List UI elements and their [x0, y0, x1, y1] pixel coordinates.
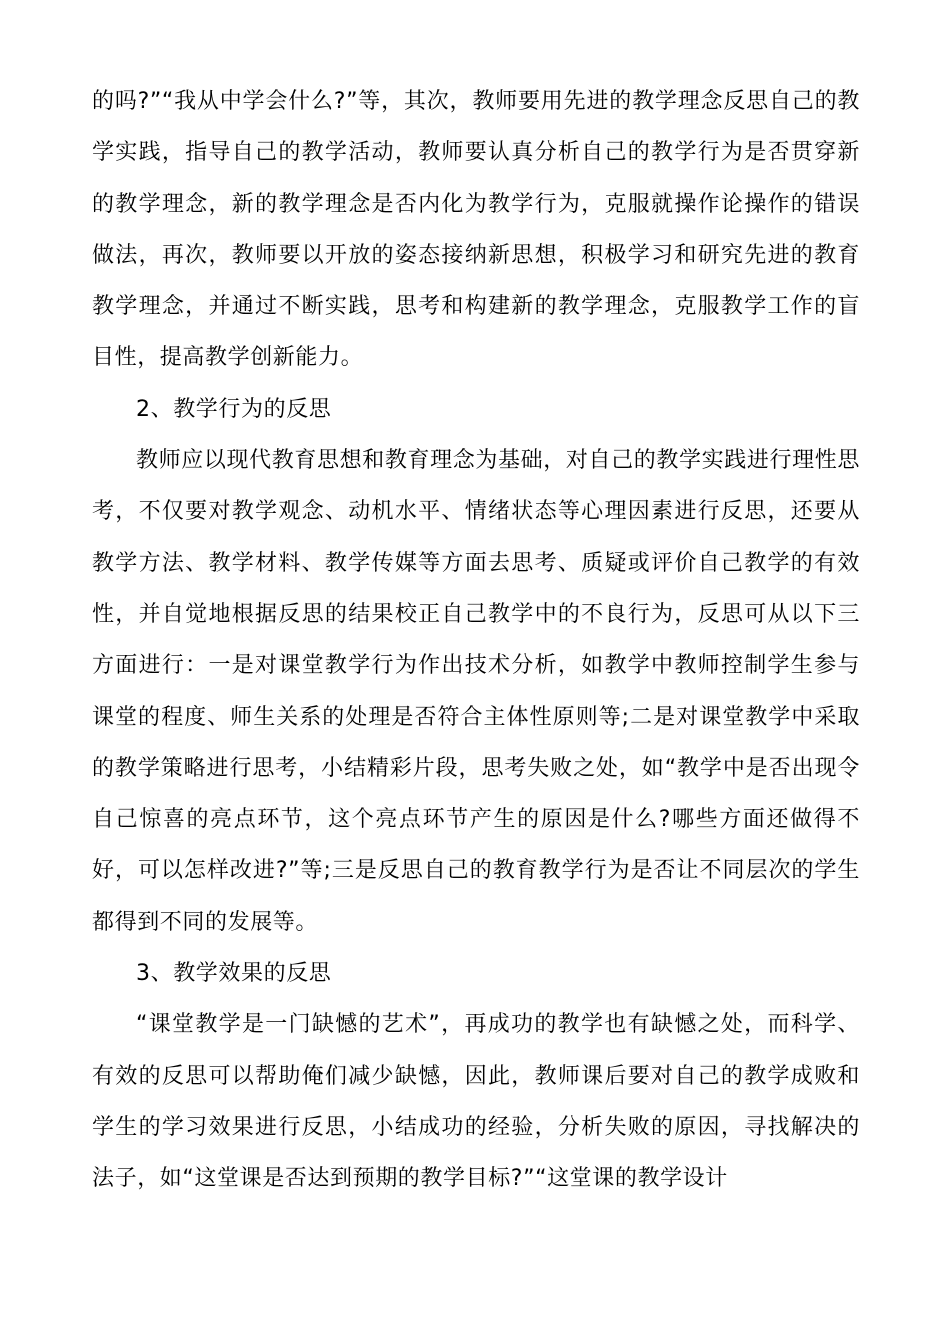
paragraph-teaching-behavior: 教师应以现代教育思想和教育理念为基础，对自己的教学实践进行理性思考，不仅要对教学观念、动机水平、情绪状态等心理因素进行反思，还要从教学方法、教学材料、教学传媒等方面去思考、质疑或评价自己教学的有效性，并自觉地根据反思的结果校正自己教学中的不良行为，反思可从以下三方面进行：一是对课堂教学行为作出技术分析，如教学中教师控制学生参与课堂的程度、师生关系的处理是否符合主体性原则等;二是对课堂教学中采取的教学策略进行思考，小结精彩片段，思考失败之处，如“教学中是否出现令自己惊喜的亮点环节，这个亮点环节产生的原因是什么?哪些方面还做得不好，可以怎样改进?”等;三是反思自己的教育教学行为是否让不同层次的学生都得到不同的发展等。 — [92, 448, 860, 935]
section-heading-teaching-behavior: 2、教学行为的反思 — [136, 396, 332, 422]
document-body — [92, 76, 860, 1205]
paragraph-continuation: 的吗?”“我从中学会什么?”等，其次，教师要用先进的教学理念反思自己的教学实践，指导自己的教学活动，教师要认真分析自己的教学行为是否贯穿新的教学理念，新的教学理念是否内化为教学行为，克服就操作论操作的错误做法，再次，教师要以开放的姿态接纳新思想，积极学习和研究先进的教育教学理念，并通过不断实践，思考和构建新的教学理念，克服教学工作的盲目性，提高教学创新能力。 — [92, 89, 860, 371]
section-heading-teaching-effect: 3、教学效果的反思 — [136, 961, 332, 987]
paragraph-teaching-effect: “课堂教学是一门缺憾的艺术”，再成功的教学也有缺憾之处，而科学、有效的反思可以帮助俺们减少缺憾，因此，教师课后要对自己的教学成败和学生的学习效果进行反思，小结成功的经验，分析失败的原因，寻找解决的法子，如“这堂课是否达到预期的教学目标?”“这堂课的教学设计 — [92, 1012, 860, 1192]
